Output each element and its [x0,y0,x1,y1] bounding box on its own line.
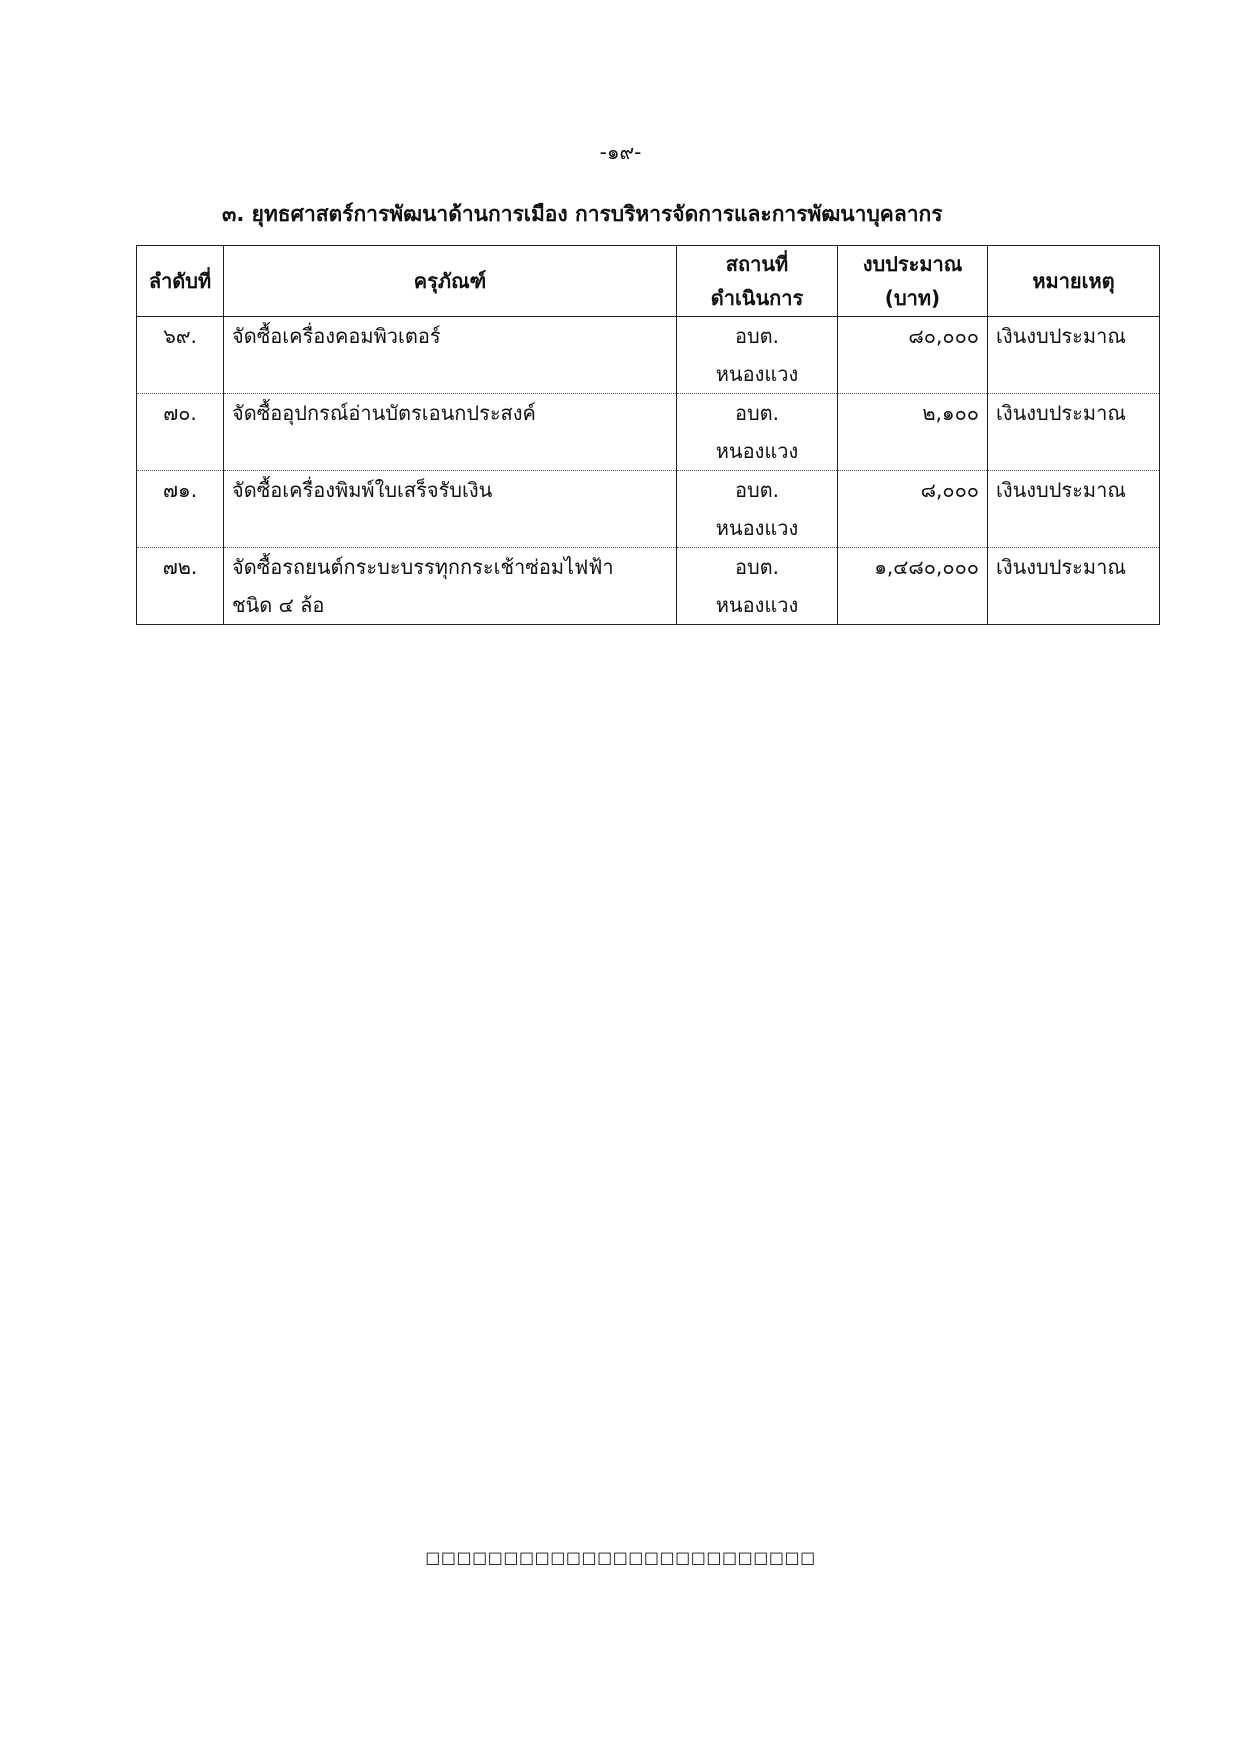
row-amount: ๘,๐๐๐ [838,471,988,548]
row-note: เงินงบประมาณ [988,394,1160,471]
header-seq: ลำดับที่ [137,246,224,317]
row-item [224,317,677,394]
row-item [224,471,677,548]
row-seq: ๖๙. [137,317,224,394]
row-location [677,548,838,625]
header-budget-line1: งบประมาณ [862,252,963,276]
row-location-line2: หนองแวง [715,516,799,540]
row-item [224,394,677,471]
row-seq: ๗๑. [137,471,224,548]
row-amount: ๘๐,๐๐๐ [838,317,988,394]
section-heading: ๓. ยุทธศาสตร์การพัฒนาด้านการเมือง การบริหารจัดการและการพัฒนาบุคลากร [222,202,943,226]
row-location-line2: หนองแวง [715,362,799,386]
row-item-line1: จัดซื้อเครื่องคอมพิวเตอร์ [232,324,441,348]
header-location-line2: ดำเนินการ [710,286,804,310]
header-item: ครุภัณฑ์ [224,246,677,317]
header-note: หมายเหตุ [988,246,1160,317]
row-location-line1: อบต. [734,401,780,425]
row-location-line2: หนองแวง [715,593,799,617]
row-note: เงินงบประมาณ [988,548,1160,625]
row-location-line2: หนองแวง [715,439,799,463]
row-item-line1: จัดซื้ออุปกรณ์อ่านบัตรเอนกประสงค์ [232,401,536,425]
row-seq: ๗๒. [137,548,224,625]
equipment-table [136,245,1160,625]
row-item [224,548,677,625]
page-number: -๑๙- [599,140,642,164]
header-budget [838,246,988,317]
row-amount: ๒,๑๐๐ [838,394,988,471]
table-row [137,394,1160,471]
row-amount: ๑,๔๘๐,๐๐๐ [838,548,988,625]
row-note: เงินงบประมาณ [988,317,1160,394]
row-item-line2: ชนิด ๔ ล้อ [232,593,325,617]
row-item-line1: จัดซื้อรถยนต์กระบะบรรทุกกระเช้าซ่อมไฟฟ้า [232,555,614,579]
row-location-line1: อบต. [734,555,780,579]
table-header-row [137,246,1160,317]
row-location [677,317,838,394]
row-location-line1: อบต. [734,478,780,502]
row-item-line1: จัดซื้อเครื่องพิมพ์ใบเสร็จรับเงิน [232,478,493,502]
row-note: เงินงบประมาณ [988,471,1160,548]
table-row [137,317,1160,394]
table-row [137,471,1160,548]
row-seq: ๗๐. [137,394,224,471]
header-location [677,246,838,317]
row-location [677,471,838,548]
header-budget-line2: (บาท) [884,286,941,310]
footer-placeholder-marks: □□□□□□□□□□□□□□□□□□□□□□□□□ [425,1548,816,1567]
header-location-line1: สถานที่ [725,252,789,276]
table-row [137,548,1160,625]
row-location-line1: อบต. [734,324,780,348]
row-location [677,394,838,471]
